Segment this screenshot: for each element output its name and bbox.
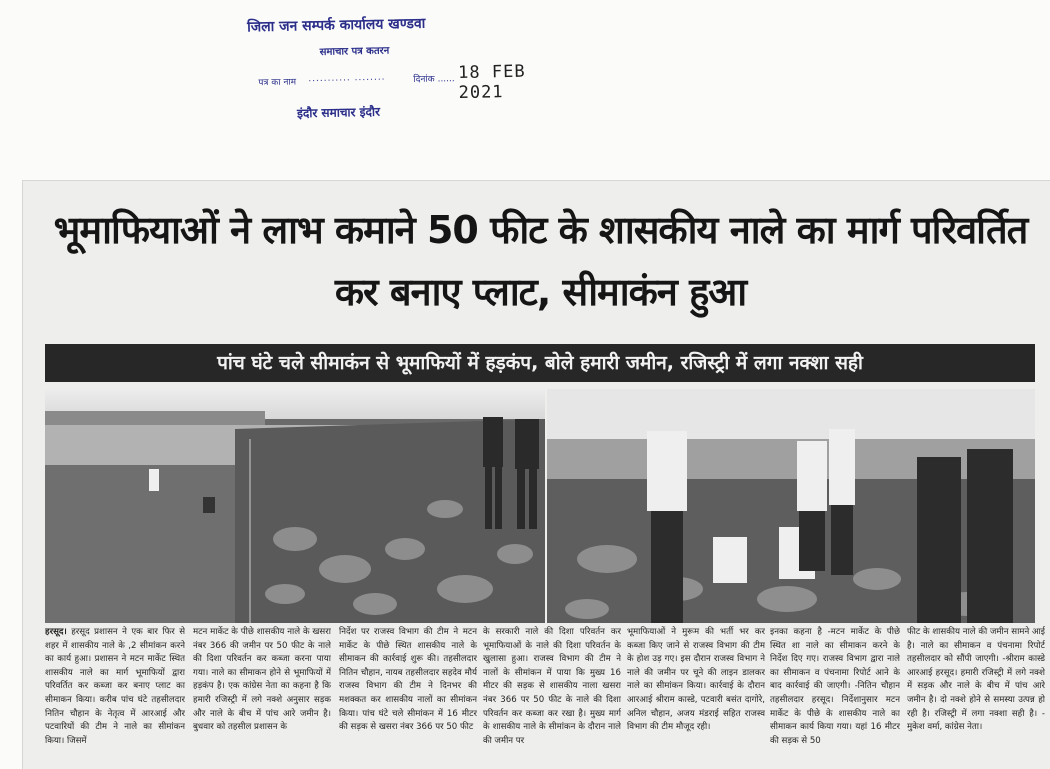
article-subheadline: पांच घंटे चले सीमाकंन से भूमाफियों में हड़कंप, बोले हमारी जमीन, रजिस्ट्री में लगा नक्शा सही xyxy=(45,344,1035,382)
article-column-3: निर्देश पर राजस्व विभाग की टीम ने मटन मार्केट के पीछे स्थित शासकीय नाले के सीमाकन की कार्रवाई शुरू की। तहसीलदार नितिन चौहान, नायब तहसीलदार सहदेव मौर्य राजस्व विभाग की टीम ने दिनभर की मशक्कत कर शासकीय नालों का सीमांकन किया। पांच घंटे चले सीमांकन में 16 मीटर की सड़क से खसरा नंबर 366 पर 50 फीट xyxy=(339,627,477,733)
article-column-1 xyxy=(45,626,185,766)
article-headline: भूमाफियाओं ने लाभ कमाने 50 फीट के शासकीय नाले का मार्ग परिवर्तित कर बनाए प्लाट, सीमाकंन हुआ xyxy=(53,208,1028,314)
photo-officials-on-site xyxy=(547,389,1035,623)
stamp-date-label: दिनांक ...... xyxy=(413,74,455,85)
stamp-paper: इंदौर समाचार इंदौर xyxy=(296,104,381,121)
newspaper-clipping xyxy=(22,180,1050,769)
stamp-dots: ........... ........ xyxy=(308,72,386,85)
stamp-paper-name-label: पत्र का नाम xyxy=(258,77,297,89)
article-column-5: भूमाफियाओं ने मुरूम की भर्ती भर कर कब्जा किए जाने से राजस्व विभाग की टीम के होश उड़ गए। इस दौरान राजस्व विभाग ने नाले की जमीन पर चूने की लाइन डालकर नाले का सीमांकन किया। कार्रवाई के दौरान आरआई श्रीराम कास्डे, पटवारी बसंत दागोरे, अनिल चौहान, अजय मंडराई सहित राजस्व विभाग की टीम मौजूद रही। xyxy=(627,627,765,733)
stamp-label: समाचार पत्र कतरन xyxy=(319,45,390,58)
stamp-date: 18 FEB 2021 xyxy=(457,61,526,104)
photo-field-survey xyxy=(45,389,545,623)
stamp-office: जिला जन सम्पर्क कार्यालय खण्डवा xyxy=(247,15,426,36)
article-column-6: इनका कहना है -मटन मार्केट के पीछे स्थित शा नाले का सीमाकन करने के निर्देश दिए गए। राजस्व विभाग द्वारा नाले का सीमाकन व पंचनामा रिपोर्ट आने के बाद कार्रवाई की जाएगी। -नितिन चौहान तहसीलदार हरसूद। निर्देशानुसार मटन मार्केट के पीछे के शासकीय नाले का सीमाकन कार्य किया गया। यहां 16 मीटर की सड़क से 50 xyxy=(770,627,900,746)
article-column-4: के सरकारी नाले की दिशा परिवर्तन कर भूमाफियाओं के नाले की दिशा परिवर्तन के खुलासा हुआ। राजस्व विभाग की टीम ने नालों के सीमांकन में पाया कि मुख्य 16 मीटर की सड़क से शासकीय नाला खसरा नंबर 366 पर 50 फीट के नाले की दिशा परिवर्तन कर कब्जा कर रखा है। मुख्य मार्ग के शासकीय नाले के सीमांकन के दौरान नाले की जमीन पर xyxy=(483,627,621,746)
article-dateline: हरसूद। xyxy=(45,627,67,637)
article-column-2: मटन मार्केट के पीछे शासकीय नाले के खसरा नंबर 366 की जमीन पर 50 फीट के नाले की दिशा परिवर्तन कर कब्जा करना पाया गया। नाले का सीमाकन होने से भूमाफियों में हड़कंप है। एक कांग्रेस नेता का कहना है कि हमारी रजिस्ट्री में लगे नक्शे अनुसार सड़क और नाले के बीच में पांच आरे जमीन है। बुधवार को तहसील प्रशासन के xyxy=(193,627,331,733)
office-stamp xyxy=(247,11,579,121)
article-column-7: फीट के शासकीय नाले की जमीन सामने आई है। नाले का सीमाकन व पंचनामा रिपोर्ट तहसीलदार को सौंपी जाएगी। -श्रीराम कास्डे आरआई हरसूद। हमारी रजिस्ट्री में लगे नक्शे में सड़क और नाले के बीच में पांच आरे जमीन है। दो नक्शे होने से समस्या उत्पन्न हो रही है। रजिस्ट्री में लगा नक्शा सही है। - मुकेश वर्मा, कांग्रेस नेता। xyxy=(907,627,1045,733)
article-column-1-text: हरसूद प्रशासन ने एक बार फिर से शहर में शासकीय नाले के ,2 सीमांकन करने का कार्य हुआ। प्रशासन ने मटन मार्केट स्थित शासकीय नाले का मार्ग भूमाफियों द्वारा परिवर्तित कर कब्जा कर बनाए प्लाट का सीमाकन किया। करीब पांच घंटे तहसीलदार नितिन चौहान के नेतृत्व में आरआई और पटवारियों की टीम ने नाले का सीमांकन किया। जिसमें xyxy=(45,627,185,746)
